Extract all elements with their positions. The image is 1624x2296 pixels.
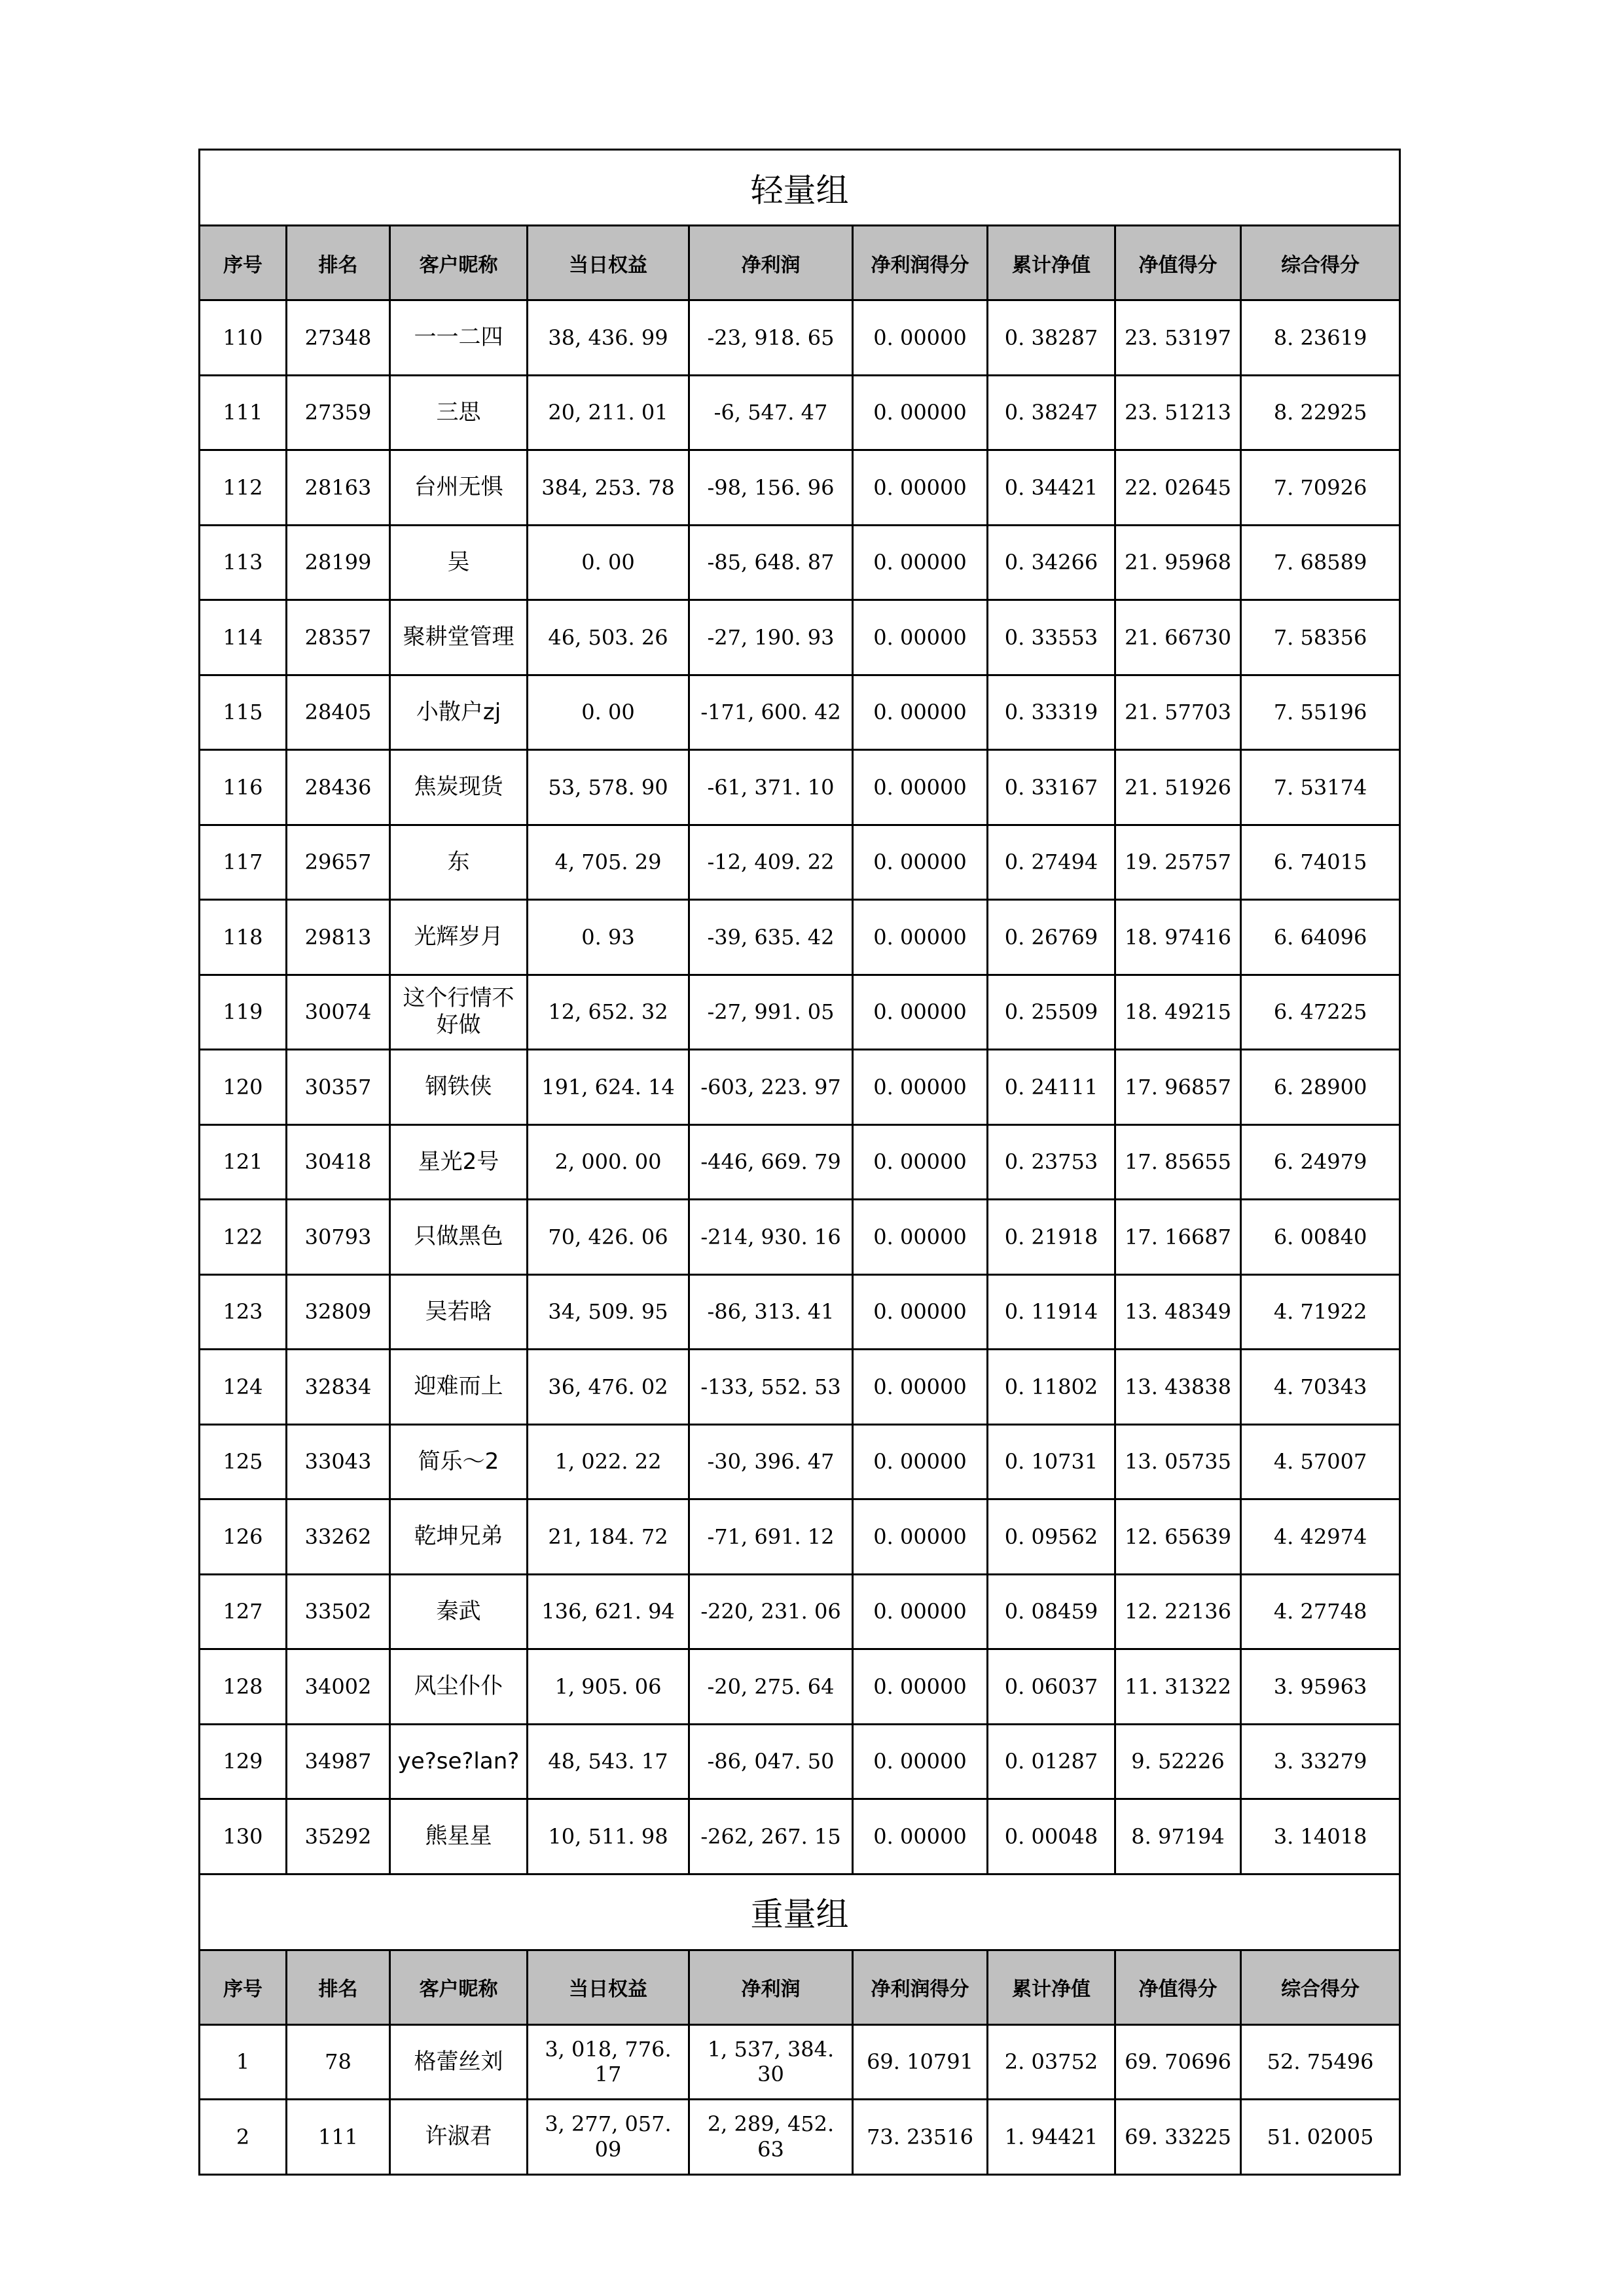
column-header-cum-nav: 累计净值 xyxy=(988,226,1115,300)
cell-index: 122 xyxy=(200,1200,287,1275)
cell-nav-score: 19. 25757 xyxy=(1115,825,1241,900)
cell-index: 112 xyxy=(200,450,287,526)
cell-index: 129 xyxy=(200,1724,287,1799)
cell-total-score: 52. 75496 xyxy=(1241,2024,1400,2100)
cell-net-profit: -39, 635. 42 xyxy=(689,900,853,975)
cell-total-score: 4. 71922 xyxy=(1241,1274,1400,1350)
cell-cum-nav: 0. 06037 xyxy=(988,1649,1115,1725)
cell-profit-score: 73. 23516 xyxy=(853,2100,988,2175)
cell-equity: 10, 511. 98 xyxy=(528,1799,689,1874)
cell-rank: 28163 xyxy=(287,450,390,526)
cell-index: 116 xyxy=(200,750,287,825)
table-row xyxy=(200,1274,1400,1350)
cell-index: 2 xyxy=(200,2100,287,2175)
cell-cum-nav: 0. 08459 xyxy=(988,1574,1115,1649)
column-header-index: 序号 xyxy=(200,1950,287,2024)
cell-equity: 191, 624. 14 xyxy=(528,1050,689,1125)
cell-equity: 4, 705. 29 xyxy=(528,825,689,900)
table-row xyxy=(200,450,1400,526)
cell-index: 119 xyxy=(200,975,287,1050)
group-title: 轻量组 xyxy=(200,150,1400,226)
cell-cum-nav: 0. 10731 xyxy=(988,1424,1115,1499)
cell-profit-score: 0. 00000 xyxy=(853,1574,988,1649)
table-row xyxy=(200,675,1400,750)
cell-total-score: 7. 55196 xyxy=(1241,675,1400,750)
table-row xyxy=(200,975,1400,1050)
cell-nav-score: 11. 31322 xyxy=(1115,1649,1241,1725)
cell-index: 123 xyxy=(200,1274,287,1350)
cell-nav-score: 9. 52226 xyxy=(1115,1724,1241,1799)
column-header-nickname: 客户昵称 xyxy=(390,1950,528,2024)
column-header-net-profit: 净利润 xyxy=(689,226,853,300)
cell-cum-nav: 0. 34421 xyxy=(988,450,1115,526)
cell-index: 125 xyxy=(200,1424,287,1499)
cell-net-profit: -61, 371. 10 xyxy=(689,750,853,825)
header-row xyxy=(200,226,1400,300)
column-header-nickname: 客户昵称 xyxy=(390,226,528,300)
cell-rank: 30074 xyxy=(287,975,390,1050)
cell-rank: 35292 xyxy=(287,1799,390,1874)
cell-net-profit: -98, 156. 96 xyxy=(689,450,853,526)
cell-nickname: 熊星星 xyxy=(390,1799,528,1874)
table-row xyxy=(200,1649,1400,1725)
column-header-nav-score: 净值得分 xyxy=(1115,1950,1241,2024)
cell-nav-score: 13. 43838 xyxy=(1115,1350,1241,1425)
cell-net-profit: -20, 275. 64 xyxy=(689,1649,853,1725)
table-row xyxy=(200,1799,1400,1874)
cell-cum-nav: 0. 11914 xyxy=(988,1274,1115,1350)
cell-total-score: 6. 64096 xyxy=(1241,900,1400,975)
cell-net-profit: -220, 231. 06 xyxy=(689,1574,853,1649)
cell-nav-score: 13. 48349 xyxy=(1115,1274,1241,1350)
cell-rank: 28405 xyxy=(287,675,390,750)
cell-profit-score: 0. 00000 xyxy=(853,525,988,600)
cell-cum-nav: 1. 94421 xyxy=(988,2100,1115,2175)
cell-cum-nav: 0. 26769 xyxy=(988,900,1115,975)
table-row xyxy=(200,1424,1400,1499)
cell-profit-score: 0. 00000 xyxy=(853,975,988,1050)
cell-index: 113 xyxy=(200,525,287,600)
cell-net-profit: -603, 223. 97 xyxy=(689,1050,853,1125)
table-row xyxy=(200,375,1400,450)
table-body xyxy=(200,150,1400,2175)
cell-total-score: 7. 68589 xyxy=(1241,525,1400,600)
cell-rank: 34002 xyxy=(287,1649,390,1725)
cell-net-profit: -12, 409. 22 xyxy=(689,825,853,900)
column-header-equity: 当日权益 xyxy=(528,226,689,300)
cell-total-score: 4. 27748 xyxy=(1241,1574,1400,1649)
cell-nickname: 许淑君 xyxy=(390,2100,528,2175)
cell-index: 128 xyxy=(200,1649,287,1725)
cell-rank: 29657 xyxy=(287,825,390,900)
cell-equity: 3, 277, 057. 09 xyxy=(528,2100,689,2175)
cell-profit-score: 0. 00000 xyxy=(853,1799,988,1874)
cell-rank: 28436 xyxy=(287,750,390,825)
cell-net-profit: -86, 313. 41 xyxy=(689,1274,853,1350)
cell-total-score: 4. 70343 xyxy=(1241,1350,1400,1425)
cell-equity: 21, 184. 72 xyxy=(528,1499,689,1575)
cell-rank: 111 xyxy=(287,2100,390,2175)
cell-equity: 46, 503. 26 xyxy=(528,600,689,675)
cell-total-score: 3. 95963 xyxy=(1241,1649,1400,1725)
cell-profit-score: 0. 00000 xyxy=(853,1274,988,1350)
cell-equity: 2, 000. 00 xyxy=(528,1124,689,1200)
column-header-equity: 当日权益 xyxy=(528,1950,689,2024)
cell-index: 121 xyxy=(200,1124,287,1200)
cell-equity: 0. 00 xyxy=(528,525,689,600)
cell-cum-nav: 0. 01287 xyxy=(988,1724,1115,1799)
cell-equity: 48, 543. 17 xyxy=(528,1724,689,1799)
cell-equity: 12, 652. 32 xyxy=(528,975,689,1050)
header-row xyxy=(200,1950,1400,2024)
column-header-profit-score: 净利润得分 xyxy=(853,226,988,300)
cell-total-score: 4. 42974 xyxy=(1241,1499,1400,1575)
table-row xyxy=(200,1350,1400,1425)
cell-nav-score: 17. 85655 xyxy=(1115,1124,1241,1200)
cell-rank: 29813 xyxy=(287,900,390,975)
table-row xyxy=(200,900,1400,975)
cell-total-score: 6. 28900 xyxy=(1241,1050,1400,1125)
cell-profit-score: 0. 00000 xyxy=(853,300,988,376)
cell-net-profit: -71, 691. 12 xyxy=(689,1499,853,1575)
cell-rank: 27359 xyxy=(287,375,390,450)
cell-index: 127 xyxy=(200,1574,287,1649)
table-row xyxy=(200,1574,1400,1649)
cell-cum-nav: 2. 03752 xyxy=(988,2024,1115,2100)
cell-rank: 33043 xyxy=(287,1424,390,1499)
cell-index: 110 xyxy=(200,300,287,376)
cell-nav-score: 69. 33225 xyxy=(1115,2100,1241,2175)
cell-profit-score: 0. 00000 xyxy=(853,1424,988,1499)
cell-nav-score: 12. 22136 xyxy=(1115,1574,1241,1649)
cell-nickname: 焦炭现货 xyxy=(390,750,528,825)
cell-nickname: 小散户zj xyxy=(390,675,528,750)
cell-nav-score: 13. 05735 xyxy=(1115,1424,1241,1499)
table-row xyxy=(200,750,1400,825)
cell-nickname: 迎难而上 xyxy=(390,1350,528,1425)
cell-nickname: 只做黑色 xyxy=(390,1200,528,1275)
cell-cum-nav: 0. 33319 xyxy=(988,675,1115,750)
cell-nav-score: 17. 96857 xyxy=(1115,1050,1241,1125)
cell-rank: 28199 xyxy=(287,525,390,600)
cell-net-profit: -23, 918. 65 xyxy=(689,300,853,376)
cell-nickname: 聚耕堂管理 xyxy=(390,600,528,675)
table-row xyxy=(200,1124,1400,1200)
cell-cum-nav: 0. 00048 xyxy=(988,1799,1115,1874)
table-row xyxy=(200,600,1400,675)
cell-total-score: 51. 02005 xyxy=(1241,2100,1400,2175)
column-header-profit-score: 净利润得分 xyxy=(853,1950,988,2024)
cell-equity: 0. 93 xyxy=(528,900,689,975)
cell-nickname: 乾坤兄弟 xyxy=(390,1499,528,1575)
cell-profit-score: 0. 00000 xyxy=(853,1499,988,1575)
column-header-nav-score: 净值得分 xyxy=(1115,226,1241,300)
results-table xyxy=(198,149,1401,2176)
cell-profit-score: 69. 10791 xyxy=(853,2024,988,2100)
cell-cum-nav: 0. 23753 xyxy=(988,1124,1115,1200)
table-row xyxy=(200,1724,1400,1799)
cell-cum-nav: 0. 09562 xyxy=(988,1499,1115,1575)
cell-equity: 38, 436. 99 xyxy=(528,300,689,376)
cell-rank: 33502 xyxy=(287,1574,390,1649)
cell-total-score: 3. 14018 xyxy=(1241,1799,1400,1874)
table-row xyxy=(200,2024,1400,2100)
cell-profit-score: 0. 00000 xyxy=(853,1200,988,1275)
cell-equity: 34, 509. 95 xyxy=(528,1274,689,1350)
cell-nickname: 秦武 xyxy=(390,1574,528,1649)
cell-nickname: 简乐～2 xyxy=(390,1424,528,1499)
cell-total-score: 4. 57007 xyxy=(1241,1424,1400,1499)
cell-total-score: 6. 24979 xyxy=(1241,1124,1400,1200)
cell-index: 120 xyxy=(200,1050,287,1125)
cell-nav-score: 22. 02645 xyxy=(1115,450,1241,526)
cell-profit-score: 0. 00000 xyxy=(853,675,988,750)
cell-index: 111 xyxy=(200,375,287,450)
cell-index: 118 xyxy=(200,900,287,975)
cell-equity: 1, 905. 06 xyxy=(528,1649,689,1725)
cell-nickname: 星光2号 xyxy=(390,1124,528,1200)
cell-net-profit: 1, 537, 384. 30 xyxy=(689,2024,853,2100)
cell-rank: 32834 xyxy=(287,1350,390,1425)
cell-net-profit: -171, 600. 42 xyxy=(689,675,853,750)
cell-cum-nav: 0. 33167 xyxy=(988,750,1115,825)
cell-rank: 30793 xyxy=(287,1200,390,1275)
cell-nickname: 风尘仆仆 xyxy=(390,1649,528,1725)
cell-nav-score: 21. 57703 xyxy=(1115,675,1241,750)
cell-profit-score: 0. 00000 xyxy=(853,1124,988,1200)
cell-total-score: 7. 53174 xyxy=(1241,750,1400,825)
cell-net-profit: -262, 267. 15 xyxy=(689,1799,853,1874)
cell-net-profit: -86, 047. 50 xyxy=(689,1724,853,1799)
table-row xyxy=(200,525,1400,600)
cell-nickname: 东 xyxy=(390,825,528,900)
cell-nickname: 三思 xyxy=(390,375,528,450)
cell-nav-score: 18. 49215 xyxy=(1115,975,1241,1050)
cell-total-score: 6. 47225 xyxy=(1241,975,1400,1050)
cell-total-score: 8. 22925 xyxy=(1241,375,1400,450)
cell-profit-score: 0. 00000 xyxy=(853,450,988,526)
cell-nav-score: 8. 97194 xyxy=(1115,1799,1241,1874)
cell-nav-score: 21. 95968 xyxy=(1115,525,1241,600)
cell-equity: 20, 211. 01 xyxy=(528,375,689,450)
table-row xyxy=(200,1499,1400,1575)
cell-total-score: 7. 70926 xyxy=(1241,450,1400,526)
cell-nickname: 吴 xyxy=(390,525,528,600)
column-header-total-score: 综合得分 xyxy=(1241,226,1400,300)
cell-cum-nav: 0. 21918 xyxy=(988,1200,1115,1275)
cell-total-score: 8. 23619 xyxy=(1241,300,1400,376)
cell-net-profit: -30, 396. 47 xyxy=(689,1424,853,1499)
cell-nav-score: 23. 53197 xyxy=(1115,300,1241,376)
cell-nickname: 台州无惧 xyxy=(390,450,528,526)
cell-index: 1 xyxy=(200,2024,287,2100)
cell-index: 115 xyxy=(200,675,287,750)
cell-nickname: 吴若晗 xyxy=(390,1274,528,1350)
column-header-rank: 排名 xyxy=(287,1950,390,2024)
cell-cum-nav: 0. 11802 xyxy=(988,1350,1115,1425)
group-title-row xyxy=(200,1874,1400,1950)
cell-rank: 78 xyxy=(287,2024,390,2100)
cell-nav-score: 18. 97416 xyxy=(1115,900,1241,975)
table-row xyxy=(200,1050,1400,1125)
cell-total-score: 6. 00840 xyxy=(1241,1200,1400,1275)
cell-index: 126 xyxy=(200,1499,287,1575)
cell-nickname: 一一二四 xyxy=(390,300,528,376)
cell-equity: 3, 018, 776. 17 xyxy=(528,2024,689,2100)
cell-equity: 0. 00 xyxy=(528,675,689,750)
cell-profit-score: 0. 00000 xyxy=(853,1050,988,1125)
cell-rank: 30357 xyxy=(287,1050,390,1125)
column-header-index: 序号 xyxy=(200,226,287,300)
cell-cum-nav: 0. 27494 xyxy=(988,825,1115,900)
cell-cum-nav: 0. 38247 xyxy=(988,375,1115,450)
cell-nav-score: 21. 66730 xyxy=(1115,600,1241,675)
cell-total-score: 3. 33279 xyxy=(1241,1724,1400,1799)
column-header-rank: 排名 xyxy=(287,226,390,300)
cell-equity: 70, 426. 06 xyxy=(528,1200,689,1275)
column-header-net-profit: 净利润 xyxy=(689,1950,853,2024)
cell-net-profit: -85, 648. 87 xyxy=(689,525,853,600)
cell-cum-nav: 0. 24111 xyxy=(988,1050,1115,1125)
cell-total-score: 6. 74015 xyxy=(1241,825,1400,900)
cell-profit-score: 0. 00000 xyxy=(853,1649,988,1725)
cell-index: 130 xyxy=(200,1799,287,1874)
column-header-total-score: 综合得分 xyxy=(1241,1950,1400,2024)
cell-index: 124 xyxy=(200,1350,287,1425)
cell-profit-score: 0. 00000 xyxy=(853,375,988,450)
cell-profit-score: 0. 00000 xyxy=(853,900,988,975)
cell-profit-score: 0. 00000 xyxy=(853,1724,988,1799)
column-header-cum-nav: 累计净值 xyxy=(988,1950,1115,2024)
cell-equity: 1, 022. 22 xyxy=(528,1424,689,1499)
cell-nav-score: 69. 70696 xyxy=(1115,2024,1241,2100)
cell-index: 117 xyxy=(200,825,287,900)
cell-rank: 32809 xyxy=(287,1274,390,1350)
cell-equity: 384, 253. 78 xyxy=(528,450,689,526)
cell-profit-score: 0. 00000 xyxy=(853,1350,988,1425)
cell-net-profit: -27, 190. 93 xyxy=(689,600,853,675)
cell-net-profit: -446, 669. 79 xyxy=(689,1124,853,1200)
cell-nickname: 钢铁侠 xyxy=(390,1050,528,1125)
cell-rank: 34987 xyxy=(287,1724,390,1799)
cell-cum-nav: 0. 34266 xyxy=(988,525,1115,600)
cell-profit-score: 0. 00000 xyxy=(853,750,988,825)
table-row xyxy=(200,825,1400,900)
cell-rank: 28357 xyxy=(287,600,390,675)
cell-nickname: 这个行情不好做 xyxy=(390,975,528,1050)
cell-cum-nav: 0. 38287 xyxy=(988,300,1115,376)
cell-net-profit: -27, 991. 05 xyxy=(689,975,853,1050)
cell-nickname: 光辉岁月 xyxy=(390,900,528,975)
table-row xyxy=(200,2100,1400,2175)
group-title: 重量组 xyxy=(200,1874,1400,1950)
cell-nav-score: 17. 16687 xyxy=(1115,1200,1241,1275)
cell-nav-score: 12. 65639 xyxy=(1115,1499,1241,1575)
cell-rank: 27348 xyxy=(287,300,390,376)
table-row xyxy=(200,300,1400,376)
cell-total-score: 7. 58356 xyxy=(1241,600,1400,675)
cell-profit-score: 0. 00000 xyxy=(853,825,988,900)
cell-net-profit: -133, 552. 53 xyxy=(689,1350,853,1425)
cell-profit-score: 0. 00000 xyxy=(853,600,988,675)
cell-nav-score: 21. 51926 xyxy=(1115,750,1241,825)
cell-net-profit: 2, 289, 452. 63 xyxy=(689,2100,853,2175)
cell-equity: 136, 621. 94 xyxy=(528,1574,689,1649)
cell-rank: 30418 xyxy=(287,1124,390,1200)
cell-equity: 36, 476. 02 xyxy=(528,1350,689,1425)
cell-cum-nav: 0. 33553 xyxy=(988,600,1115,675)
cell-cum-nav: 0. 25509 xyxy=(988,975,1115,1050)
cell-nav-score: 23. 51213 xyxy=(1115,375,1241,450)
cell-net-profit: -214, 930. 16 xyxy=(689,1200,853,1275)
cell-equity: 53, 578. 90 xyxy=(528,750,689,825)
cell-nickname: 格蕾丝刘 xyxy=(390,2024,528,2100)
cell-index: 114 xyxy=(200,600,287,675)
cell-nickname: ye?se?lan? xyxy=(390,1724,528,1799)
cell-rank: 33262 xyxy=(287,1499,390,1575)
table-row xyxy=(200,1200,1400,1275)
group-title-row xyxy=(200,150,1400,226)
cell-net-profit: -6, 547. 47 xyxy=(689,375,853,450)
